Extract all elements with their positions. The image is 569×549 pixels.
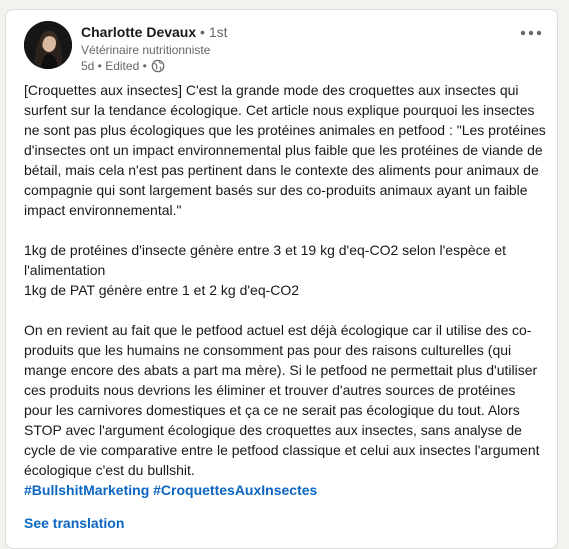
- hashtags: [24, 480, 546, 500]
- globe-icon: [151, 59, 165, 73]
- post-author-info: [81, 23, 228, 74]
- post-text: [24, 80, 546, 500]
- hashtag-link[interactable]: #BullshitMarketing: [24, 482, 150, 498]
- post-paragraph: On en revient au fait que le petfood actuel est déjà écologique car il utilise des co-produits que les humains ne consomment pas pour des raisons culturelles (qui mange encore des abats a part ma mère). Si le petfood ne permettait plus d'utiliser ces produits nous devrions les éliminer et trouver d'autres sources de protéines pour les carnivores domestiques et ça ce ne serait pas écologique du tout. Alors STOP avec l'argument écologique des croquettes aux insectes, sans analyse de cycle de vie comparative entre le petfood classique et celui aux insectes l'argument écologique c'est du bullshit.: [24, 322, 540, 478]
- more-options-button[interactable]: [517, 24, 545, 40]
- avatar[interactable]: [24, 21, 72, 69]
- more-horizontal-icon: [520, 23, 542, 41]
- connection-degree: • 1st: [196, 24, 228, 40]
- author-name[interactable]: Charlotte Devaux: [81, 24, 197, 40]
- post-timestamp: [81, 58, 228, 74]
- post-time-text: 5d • Edited •: [81, 59, 147, 73]
- post-paragraph: [Croquettes aux insectes] C'est la grande mode des croquettes aux insectes qui surfent sur la tendance écologique. Cet article nous explique pourquoi les insectes ne sont pas plus écologiques que les protéines animales en petfood : "Les protéines d'insectes ont un impact environnemental plus faible que les protéines de viande de bétail, mais cela n'est pas pertinent dans le contexte des aliments pour animaux de compagnie qui sont largement basés sur des co-produits animaux ayant un faible impact environnemental.": [24, 82, 546, 218]
- avatar-photo: [24, 21, 72, 69]
- author-name-row: [81, 23, 228, 41]
- hashtag-link[interactable]: #CroquettesAuxInsectes: [153, 482, 318, 498]
- post-paragraph: 1kg de protéines d'insecte génère entre 3 et 19 kg d'eq-CO2 selon l'espèce et l'alimentation: [24, 242, 506, 278]
- post-paragraph: 1kg de PAT génère entre 1 et 2 kg d'eq-CO2: [24, 282, 300, 298]
- see-translation-link[interactable]: See translation: [24, 515, 125, 531]
- author-headline: Vétérinaire nutritionniste: [81, 43, 211, 57]
- post-card: [5, 9, 558, 549]
